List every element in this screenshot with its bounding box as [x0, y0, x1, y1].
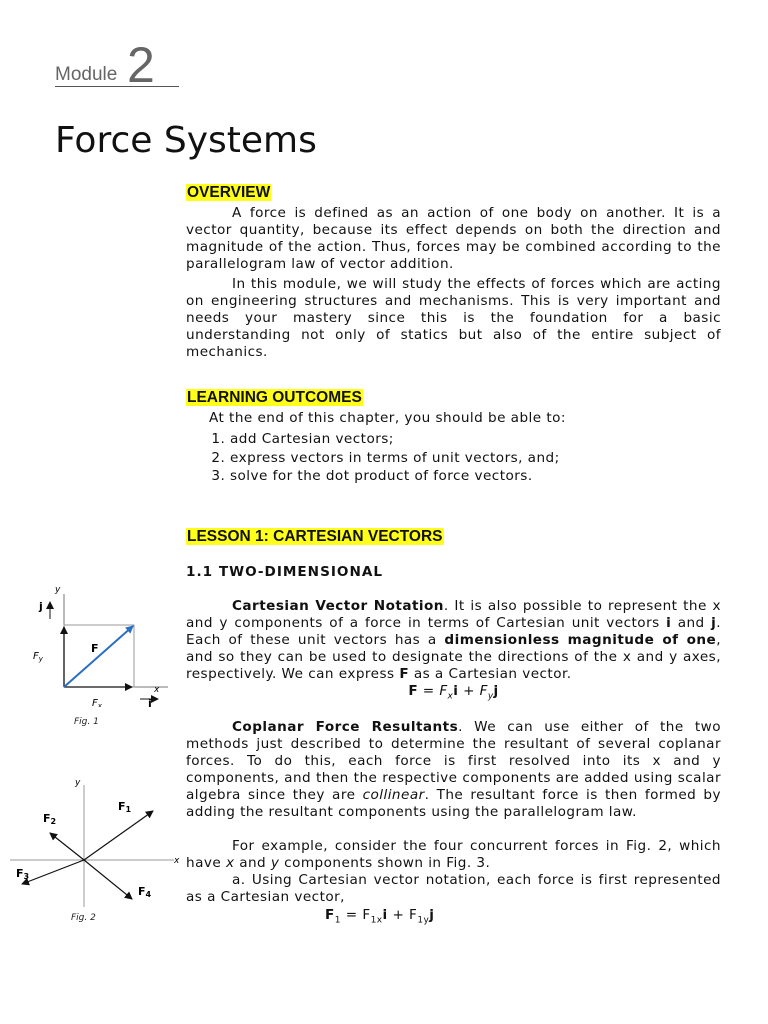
- outcomes-intro: At the end of this chapter, you should be able to:: [209, 410, 566, 426]
- fig1-Fy-label: [33, 651, 44, 663]
- eq-symbol: + F: [387, 906, 418, 923]
- text-span: . The resultant force is then formed by adding the resultant components using the parallelogram law.: [186, 786, 721, 820]
- list-item: 3. solve for the dot product of force vectors.: [230, 467, 721, 486]
- eq-subscript: 1: [334, 915, 341, 926]
- fig2-F1-arrow: [84, 811, 153, 860]
- lesson-section: [186, 526, 721, 929]
- outcomes-heading: LEARNING OUTCOMES: [187, 389, 362, 406]
- fig1-F-label: F: [91, 642, 99, 655]
- outcomes-section: [186, 387, 721, 486]
- coplanar-paragraph: [186, 719, 721, 821]
- fig1-x-label: x: [154, 685, 160, 695]
- fig2-F3-label: [16, 867, 29, 881]
- fig1-i-label: i: [148, 697, 152, 707]
- text-span: , and so they can be used to designate the directions of the x and y axes, respectively. We can express: [186, 632, 722, 682]
- figure-1-caption: Fig. 1: [74, 717, 99, 727]
- fig1-y-label: y: [55, 585, 61, 595]
- eq-symbol: i: [453, 683, 459, 699]
- figure-2-diagram: [6, 775, 186, 915]
- fig2-F3-sub: 3: [23, 872, 30, 881]
- module-number: 2: [127, 37, 155, 93]
- fig2-y-label: y: [75, 778, 81, 788]
- fig1-force-arrow: [64, 626, 133, 687]
- eq-symbol: j: [429, 906, 435, 923]
- eq-symbol: F: [325, 906, 335, 923]
- fig2-F1-label: [118, 800, 132, 814]
- step-a-paragraph: a. Using Cartesian vector notation, each force is first represented as a Cartesian vector,: [186, 871, 721, 905]
- vector-F: F: [399, 666, 410, 682]
- eq-subscript: x: [447, 691, 454, 702]
- eq-subscript: 1x: [370, 915, 383, 926]
- eq-symbol: F: [479, 683, 488, 699]
- fig1-Fx-sub: x: [97, 702, 102, 707]
- eq-symbol: = F: [340, 906, 371, 923]
- overview-paragraph-2: In this module, we will study the effects of forces which are acting on engineering structures and mechanisms. This is very important and needs your mastery since this is the foundation for a basic understanding not only of statics but also of the entire subject of mechanics.: [186, 276, 721, 360]
- figure-1-diagram: [28, 582, 178, 707]
- list-item: 1. add Cartesian vectors;: [230, 430, 721, 449]
- fig2-F1-main: F: [118, 800, 126, 813]
- eq-symbol: +: [458, 683, 480, 699]
- outcomes-list: [186, 430, 721, 486]
- figure-2-caption: Fig. 2: [71, 913, 96, 923]
- fig2-F2-sub: 2: [50, 817, 57, 826]
- term-cartesian-notation: Cartesian Vector Notation: [232, 598, 444, 614]
- fig1-j-label: j: [39, 600, 43, 613]
- unit-vector-j: j: [711, 615, 717, 631]
- eq-symbol: =: [418, 683, 440, 699]
- text-span: as a Cartesian vector.: [409, 666, 572, 682]
- list-item: 2. express vectors in terms of unit vectors, and;: [230, 449, 721, 468]
- equation-1: [186, 683, 721, 702]
- fig2-x-label: x: [174, 856, 180, 866]
- text-span: and: [234, 854, 271, 871]
- text-span: . We can use either of the two methods just described to determine the resultant of several coplanar forces. To do this, each force is first resolved into its x and y components, and then the respective components are added using scalar algebra since they are: [186, 718, 721, 803]
- lesson-heading: LESSON 1: CARTESIAN VECTORS: [187, 528, 443, 545]
- example-paragraph: [186, 838, 721, 872]
- eq-symbol: F: [439, 683, 448, 699]
- overview-paragraph-1: A force is defined as an action of one body on another. It is a vector quantity, because its effect depends on both the direction and magnitude of the action. Thus, forces may be combined according to the parallelogram law of vector addition.: [186, 205, 721, 272]
- eq-symbol: F: [408, 683, 419, 699]
- fig2-F3-arrow: [22, 860, 84, 884]
- text-span: . It is also possible to represent the x and y components of a force in terms of Cartesian unit vectors: [186, 598, 721, 631]
- text-span: For example, consider the four concurrent forces in Fig. 2, which have: [186, 837, 721, 871]
- overview-heading: OVERVIEW: [187, 184, 271, 201]
- term-dimensionless: dimensionless magnitude of one: [444, 632, 717, 648]
- text-span: components shown in Fig. 3.: [279, 854, 491, 871]
- fig2-F2-arrow: [50, 833, 84, 860]
- eq-subscript: y: [487, 691, 494, 702]
- text-span: y: [270, 854, 280, 871]
- equation-2: [186, 906, 721, 930]
- unit-vector-i: i: [666, 615, 672, 631]
- fig1-Fx-main: F: [92, 698, 98, 707]
- fig2-F4-sub: 4: [145, 890, 152, 899]
- cartesian-notation-paragraph: [186, 598, 721, 683]
- fig1-Fy-main: F: [33, 651, 39, 662]
- fig2-F3-main: F: [16, 867, 24, 880]
- text-span: and: [671, 615, 712, 631]
- fig2-F1-sub: 1: [125, 805, 132, 814]
- page-title: Force Systems: [55, 120, 317, 161]
- fig2-F2-label: [43, 812, 56, 826]
- eq-subscript: 1y: [417, 915, 430, 926]
- fig2-F4-arrow: [84, 860, 132, 899]
- fig2-F4-label: [138, 885, 152, 899]
- fig2-F2-main: F: [43, 812, 51, 825]
- term-coplanar-resultants: Coplanar Force Resultants: [232, 718, 459, 735]
- text-span: . Each of these unit vectors has a: [186, 615, 721, 648]
- text-span: x: [225, 854, 235, 871]
- term-collinear: collinear: [362, 786, 425, 803]
- eq-symbol: j: [493, 683, 499, 699]
- module-header: [55, 30, 179, 93]
- fig2-F4-main: F: [138, 885, 146, 898]
- module-label: Module: [55, 64, 118, 85]
- lesson-subheading: 1.1 TWO-DIMENSIONAL: [186, 564, 384, 580]
- fig1-Fy-sub: y: [38, 655, 43, 663]
- fig1-Fx-label: [92, 698, 103, 707]
- eq-symbol: i: [382, 906, 388, 923]
- overview-section: [186, 182, 721, 361]
